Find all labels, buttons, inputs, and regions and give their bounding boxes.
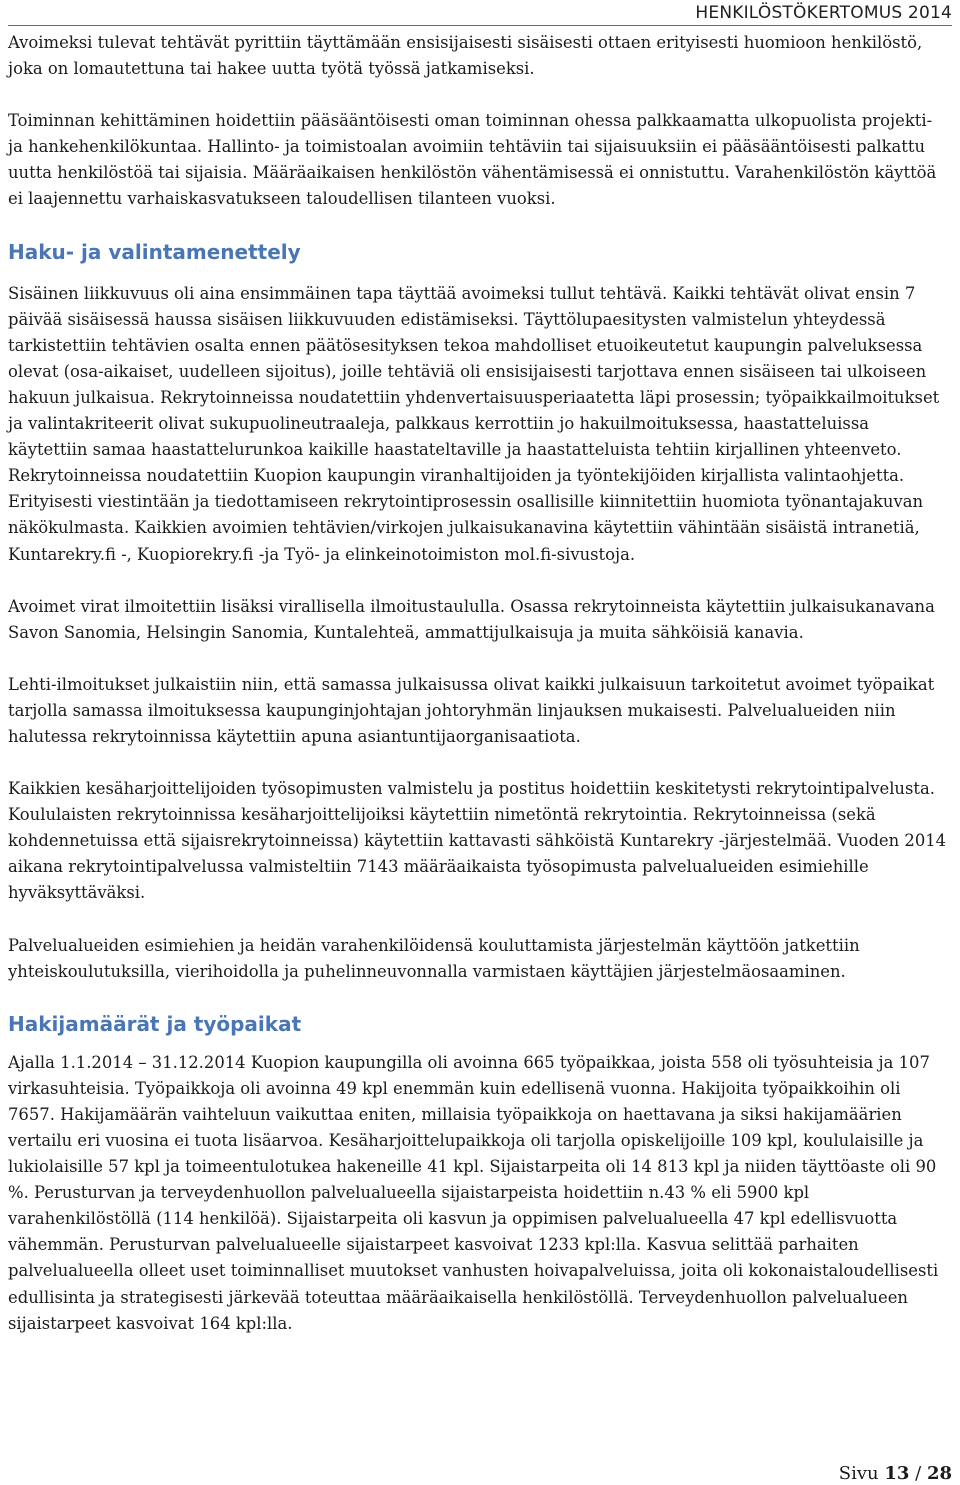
page-number-total: 28: [926, 1463, 952, 1484]
paragraph-summer-trainees: Kaikkien kesäharjoittelijoiden työsopimusten valmistelu ja postitus hoidettiin keskitetysti rekrytointipalvelusta. Koululaisten rekrytoinnissa kesäharjoittelijoiksi käytettiin nimetöntä rekrytointia. Rekrytoinneissa (sekä kohdennetuissa että sijaisrekrytoinneissa) käytettiin kattavasti sähköistä Kuntarekry -järjestelmää. Vuoden 2014 aikana rekrytointipalvelussa valmisteltiin 7143 määräaikaista työsopimusta palvelualueiden esimiehille hyväksyttäväksi.: [8, 779, 947, 903]
section-heading-applicants-jobs: Hakijamäärät ja työpaikat: [8, 1011, 302, 1036]
page-number-separator: /: [909, 1463, 927, 1484]
paragraph-statistics: Ajalla 1.1.2014 – 31.12.2014 Kuopion kaupungilla oli avoinna 665 työpaikkaa, joista 558 oli työsuhteisia ja 107 virkasuhteisia. Työpaikkoja oli avoinna 49 kpl enemmän kuin edellisenä vuonna. Hakijoita työpaikkoihin oli 7657. Hakijamäärän vaihteluun vaikuttaa eniten, millaisia työpaikkoja on haettavana ja siksi hakijamäärien vertailu eri vuosina ei tuota lisäarvoa. Kesäharjoittelupaikkoja oli tarjolla opiskelijoille 109 kpl, koululaisille ja lukiolaisille 57 kpl ja toimeentulotukea hakeneille 41 kpl. Sijaistarpeita oli 14 813 kpl ja niiden täyttöaste oli 90 %. Perusturvan ja terveydenhuollon palvelualueella sijaistarpeista hoidettiin n.43 % eli 5900 kpl varahenkilöstöllä (114 henkilöä). Sijaistarpeita oli kasvun ja oppimisen palvelualueella 47 kpl edellisvuotta vähemmän. Perusturvan palvelualueelle sijaistarpeet kasvoivat 1233 kpl:lla. Kasvua selittää parhaiten palvelualueella olleet uset toiminnalliset muutokset vanhusten hoivapalveluissa, joita oli kokonaistaloudellisesti edullisinta ja strategisesti järkevää toteuttaa määräaikaisella henkilöstöllä. Terveydenhuollon palvelualueen sijaistarpeet kasvoivat 164 kpl:lla.: [8, 1052, 939, 1333]
paragraph-newspaper-ads: Lehti-ilmoitukset julkaistiin niin, että samassa julkaisussa olivat kaikki julkaisuun tarkoitetut avoimet työpaikat tarjolla samassa ilmoituksessa kaupunginjohtajan johtoryhmän linjauksen mukaisesti. Palvelualueiden niin halutessa rekrytoinnissa käytettiin apuna asiantuntijaorganisaatiota.: [8, 674, 935, 746]
paragraph-official-notices: Avoimet virat ilmoitettiin lisäksi virallisella ilmoitustaululla. Osassa rekrytoinneista käytettiin julkaisukanavana Savon Sanomia, Helsingin Sanomia, Kuntalehteä, ammattijulkaisuja ja muita sähköisiä kanavia.: [8, 596, 935, 642]
paragraph-development: Toiminnan kehittäminen hoidettiin pääsääntöisesti oman toiminnan ohessa palkkaamatta ulkopuolista projekti- ja hankehenkilökuntaa. Hallinto- ja toimistoalan avoimiin tehtäviin tai sijaisuuksiin ei pääsääntöisesti palkattu uutta henkilöstöä tai sijaisia. Määräaikaisen henkilöstön vähentämisessä ei onnistuttu. Varahenkilöstön käyttöä ei laajennettu varhaiskasvatukseen taloudellisen tilanteen vuoksi.: [8, 111, 937, 209]
page-number: [839, 1463, 952, 1484]
paragraph-internal-mobility: Sisäinen liikkuvuus oli aina ensimmäinen tapa täyttää avoimeksi tullut tehtävä. Kaikki tehtävät olivat ensin 7 päivää sisäisessä haussa sisäisen liikkuvuuden edistämiseksi. Täyttölupaesitysten valmistelun yhteydessä tarkistettiin tehtävien osalta ennen päätösesityksen tekoa mahdolliset etuoikeutetut kaupungin palveluksessa olevat (osa-aikaiset, uudelleen sijoitus), joille tehtäviä oli ensisijaisesti tarjottava ennen sisäiseen tai ulkoiseen hakuun julkaisua. Rekrytoinneissa noudatettiin yhdenvertaisuusperiaatetta läpi prosessin; työpaikkailmoitukset ja valintakriteerit olivat sukupuolineutraaleja, palkkaus kerrottiin jo hakuilmoituksessa, haastatteluissa käytettiin samaa haastattelurunkoa kaikille haastateltaville ja haastatteluista tehtiin kirjallinen yhteenveto. Rekrytoinneissa noudatettiin Kuopion kaupungin viranhaltijoiden ja työntekijöiden kirjallista valintaohjetta. Erityisesti viestintään ja tiedottamiseen rekrytointiprosessin osallisille kiinnitettiin huomiota työnantajakuvan näkökulmasta. Kaikkien avoimien tehtävien/virkojen julkaisukanavina käytettiin vähintään sisäistä intranetiä, Kuntarekry.fi -, Kuopiorekry.fi -ja Työ- ja elinkeinotoimiston mol.fi-sivustoja.: [8, 283, 940, 564]
section-heading-recruitment-process: Haku- ja valintamenettely: [8, 239, 301, 264]
running-header: HENKILÖSTÖKERTOMUS 2014: [695, 3, 952, 23]
header-rule: [8, 25, 952, 26]
page-number-label: Sivu: [838, 1463, 879, 1484]
paragraph-vacancies-internal: Avoimeksi tulevat tehtävät pyrittiin täyttämään ensisijaisesti sisäisesti ottaen erityisesti huomioon henkilöstö, joka on lomautettuna tai hakee uutta työtä työssä jatkamiseksi.: [8, 33, 923, 79]
document-body: [8, 30, 952, 1363]
page-number-current: 13: [884, 1463, 910, 1484]
paragraph-training: Palvelualueiden esimiehien ja heidän varahenkilöidensä kouluttamista järjestelmän käyttöön jatkettiin yhteiskoulutuksilla, vierihoidolla ja puhelinneuvonnalla varmistaen käyttäjien järjestelmäosaaminen.: [8, 935, 860, 981]
